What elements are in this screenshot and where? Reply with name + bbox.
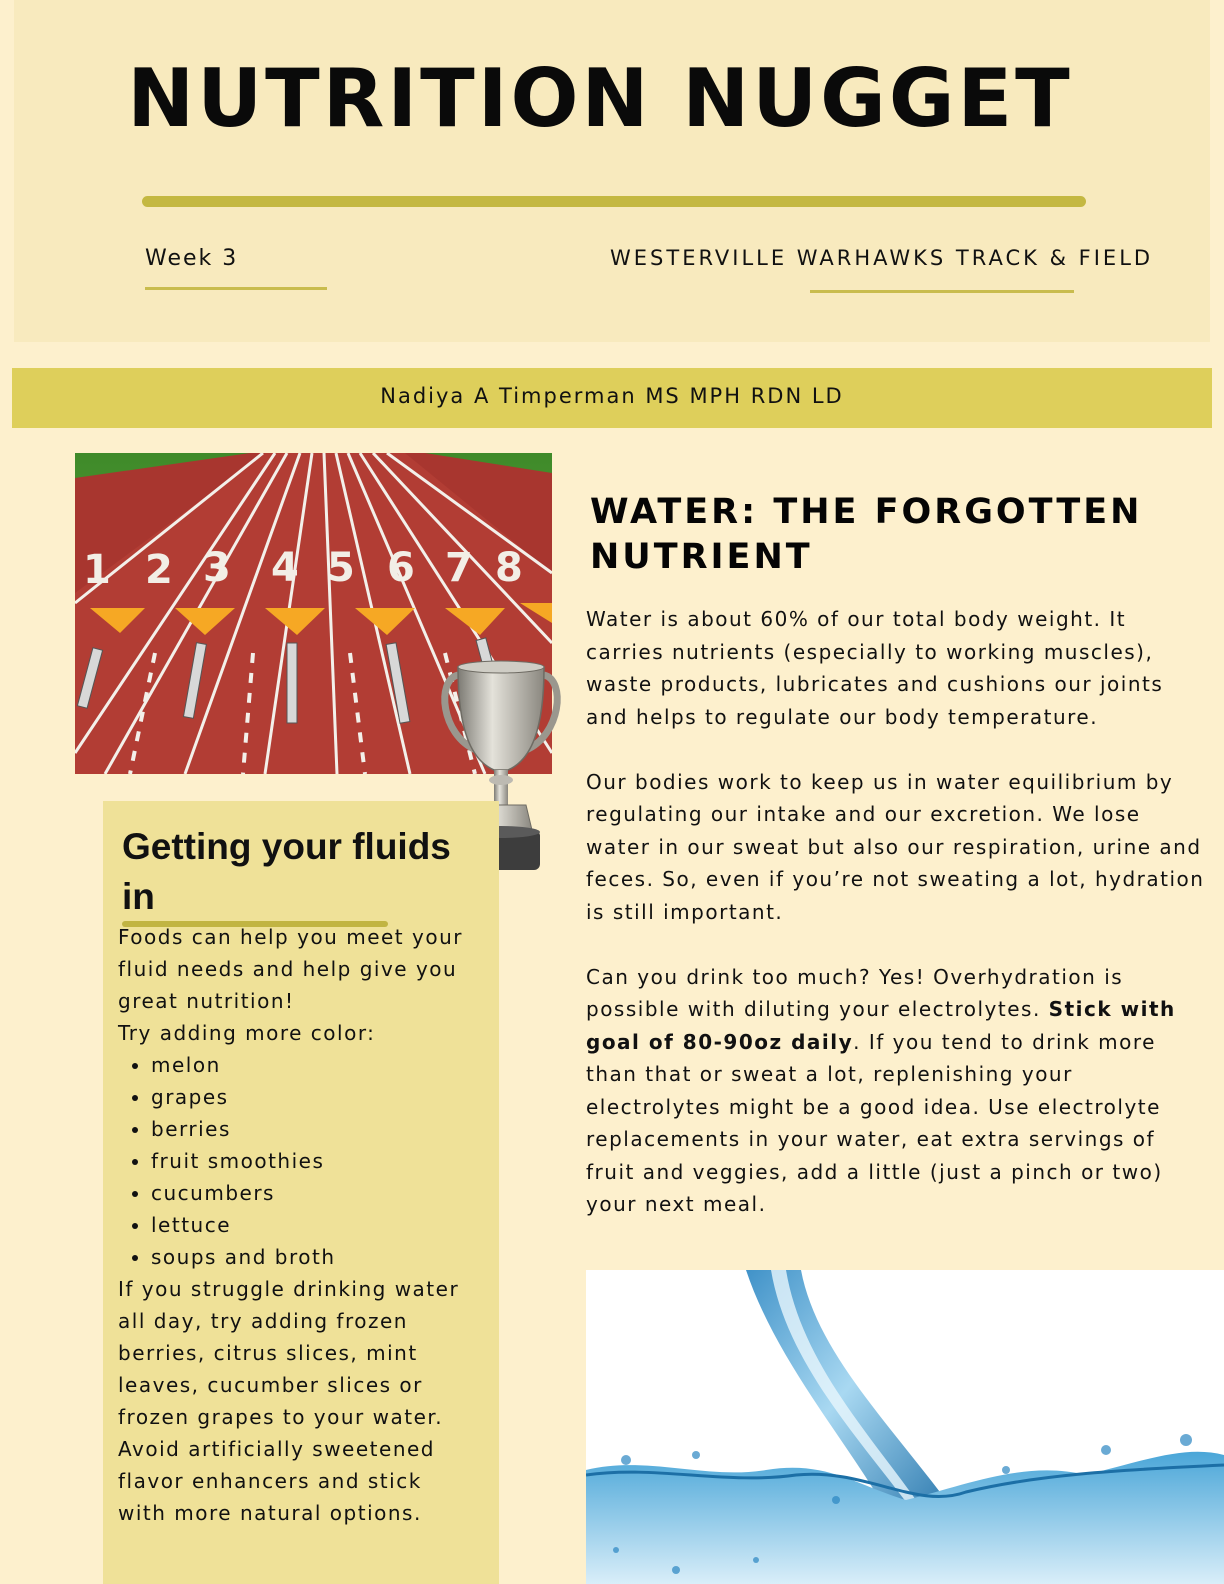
team-name: WESTERVILLE WARHAWKS TRACK & FIELD [610, 246, 1154, 270]
list-item: • melon [151, 1049, 478, 1081]
sidebar-paragraph: Avoid artificially sweetened flavor enhancers and stick with more natural options. [118, 1437, 435, 1525]
list-item: • lettuce [151, 1209, 478, 1241]
list-item: • soups and broth [151, 1241, 478, 1273]
author-name: Nadiya A Timperman MS MPH RDN LD [380, 384, 844, 408]
article-emphasis: Stick with goal of 80-90oz daily [586, 997, 1176, 1054]
list-item: • grapes [151, 1081, 478, 1113]
list-item: • fruit smoothies [151, 1145, 478, 1177]
article-paragraph: Water is about 60% of our total body weight. It carries nutrients (especially to working muscles), waste products, lubricates and cushions our joints and helps to regulate our body temperature. [586, 607, 1164, 729]
team-underline [810, 290, 1074, 293]
author-band [12, 368, 1212, 428]
water-splash-image [586, 1270, 1224, 1584]
sidebar-paragraph: If you struggle drinking water all day, try adding frozen berries, citrus slices, mint leaves, cucumber slices or frozen grapes to your water. [118, 1277, 460, 1429]
lane-number: 3 [203, 545, 231, 591]
sidebar-intro: Foods can help you meet your fluid needs and help give you great nutrition! [118, 925, 463, 1013]
lane-number: 5 [327, 545, 355, 591]
sidebar-heading: Getting your fluids in [122, 826, 451, 917]
article-text: Can you drink too much? Yes! Overhydration is possible with diluting your electrolytes. [586, 964, 1124, 1021]
lane-number: 7 [445, 545, 473, 591]
article-paragraph [586, 961, 1206, 1221]
article-text: . If you tend to drink more than that or sweat a lot, replenishing your electrolytes might be a good idea. Use electrolyte replacements in your water, eat extra servings of fruit and veggies, add a little (just a pinch or two) your next meal. [586, 1029, 1163, 1216]
article-body [586, 603, 1206, 1253]
food-list [118, 1049, 478, 1273]
lane-number: 8 [495, 545, 523, 591]
article-paragraph: Our bodies work to keep us in water equilibrium by regulating our intake and our excretion. We lose water in our sweat but also our respiration, urine and feces. So, even if you’re not sweating a lot, hydration is still important. [586, 769, 1205, 924]
list-item: • berries [151, 1113, 478, 1145]
list-item: • cucumbers [151, 1177, 478, 1209]
lane-number: 4 [271, 545, 299, 591]
sidebar-intro-list-lead: Try adding more color: [118, 1021, 376, 1045]
newsletter-title: NUTRITION NUGGET [127, 52, 1073, 145]
title-divider [142, 196, 1086, 207]
sidebar-body [118, 921, 478, 1529]
article-heading: WATER: THE FORGOTTEN NUTRIENT [590, 492, 1143, 577]
week-label: Week 3 [145, 246, 239, 271]
week-underline [145, 287, 327, 290]
lane-number: 2 [145, 547, 173, 593]
lane-number: 6 [387, 545, 415, 591]
lane-number: 1 [83, 547, 111, 593]
